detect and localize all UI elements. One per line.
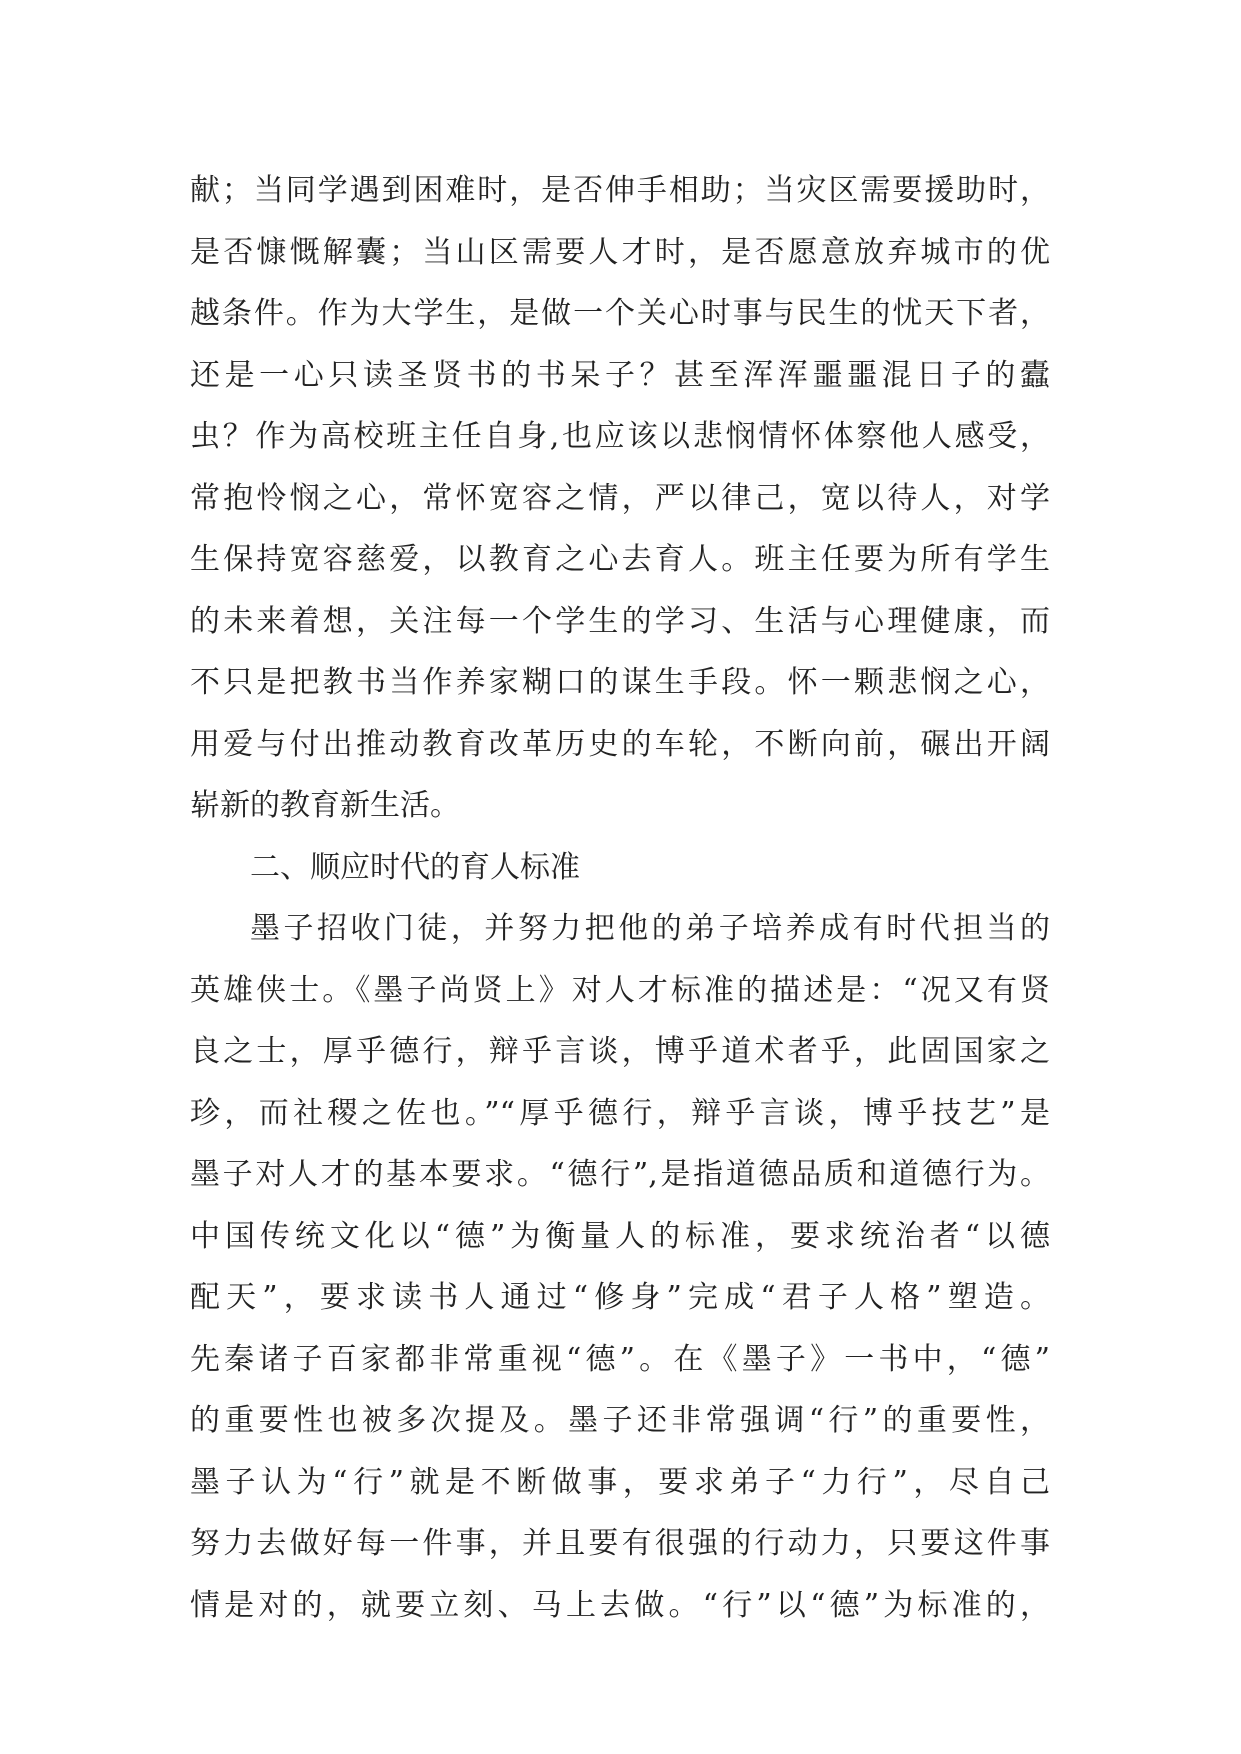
text-line: 的未来着想，关注每一个学生的学习、生活与心理健康，而 xyxy=(190,603,1050,639)
text-line: 英雄侠士。《墨子尚贤上》对人才标准的描述是：“况又有贤 xyxy=(190,972,1050,1008)
paragraph-1 xyxy=(190,160,1050,837)
text-line: 情是对的，就要立刻、马上去做。“行”以“德”为标准的， xyxy=(190,1587,1050,1623)
text-line: 用爱与付出推动教育改革历史的车轮，不断向前，碾出开阔 xyxy=(190,726,1050,762)
text-line: 是否慷慨解囊；当山区需要人才时，是否愿意放弃城市的优 xyxy=(190,234,1050,270)
text-line: 虫？作为高校班主任自身,也应该以悲悯情怀体察他人感受， xyxy=(190,419,1050,454)
text-line: 生保持宽容慈爱，以教育之心去育人。班主任要为所有学生 xyxy=(190,542,1050,577)
text-line: 崭新的教育新生活。 xyxy=(190,788,460,823)
text-line: 献；当同学遇到困难时，是否伸手相助；当灾区需要援助时， xyxy=(190,173,1050,208)
text-line: 中国传统文化以“德”为衡量人的标准，要求统治者“以德 xyxy=(190,1218,1050,1254)
text-line: 常抱怜悯之心，常怀宽容之情，严以律己，宽以待人，对学 xyxy=(190,480,1050,516)
text-line: 墨子招收门徒，并努力把他的弟子培养成有时代担当的 xyxy=(250,911,1050,946)
section-heading-text: 二、顺应时代的育人标准 xyxy=(250,849,580,885)
text-line: 珍，而社稷之佐也。”“厚乎德行，辩乎言谈，博乎技艺”是 xyxy=(190,1095,1050,1131)
text-line: 努力去做好每一件事，并且要有很强的行动力，只要这件事 xyxy=(190,1526,1050,1561)
paragraph-2 xyxy=(190,898,1050,1636)
text-line: 墨子认为“行”就是不断做事，要求弟子“力行”，尽自己 xyxy=(190,1464,1050,1500)
text-line: 还是一心只读圣贤书的书呆子？甚至浑浑噩噩混日子的蠹 xyxy=(190,357,1050,393)
text-line: 越条件。作为大学生，是做一个关心时事与民生的忧天下者， xyxy=(190,296,1050,331)
text-line: 良之士，厚乎德行，辩乎言谈，博乎道术者乎，此固国家之 xyxy=(190,1034,1050,1069)
text-line: 不只是把教书当作养家糊口的谋生手段。怀一颗悲悯之心， xyxy=(190,665,1050,700)
text-line: 先秦诸子百家都非常重视“德”。在《墨子》一书中，“德” xyxy=(190,1341,1050,1377)
text-line: 墨子对人才的基本要求。“德行”,是指道德品质和道德行为。 xyxy=(190,1157,1050,1192)
document-body xyxy=(190,160,1050,1636)
text-line: 的重要性也被多次提及。墨子还非常强调“行”的重要性， xyxy=(190,1403,1050,1438)
text-line: 配天”，要求读书人通过“修身”完成“君子人格”塑造。 xyxy=(190,1280,1050,1315)
section-heading xyxy=(190,837,1050,899)
